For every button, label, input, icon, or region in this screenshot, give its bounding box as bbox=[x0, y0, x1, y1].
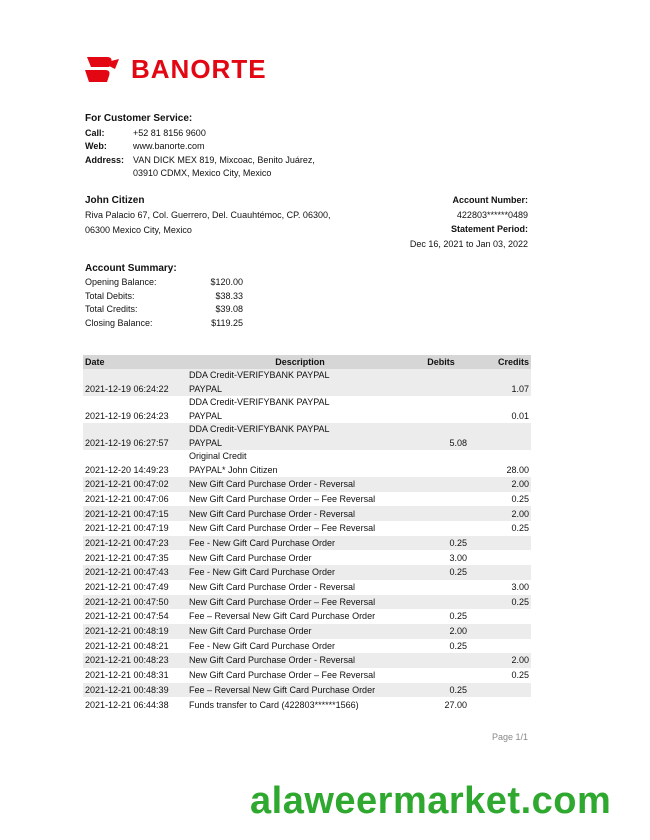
cell-credit: 0.25 bbox=[475, 595, 531, 610]
table-row bbox=[83, 369, 531, 396]
cell-description bbox=[187, 396, 413, 423]
header-debits: Debits bbox=[413, 355, 475, 369]
cell-date: 2021-12-20 14:49:23 bbox=[85, 464, 169, 475]
customer-name: John Citizen bbox=[85, 195, 145, 206]
cell-date: 2021-12-21 00:48:21 bbox=[85, 640, 169, 651]
cell-credit bbox=[475, 536, 531, 551]
cell-credit: 2.00 bbox=[475, 653, 531, 668]
cell-debit bbox=[413, 668, 475, 683]
table-row bbox=[83, 450, 531, 477]
web-label: Web: bbox=[85, 141, 107, 152]
cell-date: 2021-12-21 00:47:35 bbox=[85, 552, 169, 563]
description-line-1: DDA Credit-VERIFYBANK PAYPAL bbox=[189, 424, 330, 434]
cell-date: 2021-12-21 00:47:43 bbox=[83, 565, 187, 580]
cell-debit bbox=[413, 521, 475, 536]
cell-date: 2021-12-21 00:47:49 bbox=[85, 582, 169, 592]
table-row bbox=[83, 521, 531, 536]
cell-credit bbox=[475, 550, 531, 565]
cell-credit: 2.00 bbox=[475, 506, 531, 521]
summary-label: Total Credits: bbox=[85, 304, 138, 315]
cell-date: 2021-12-21 00:47:54 bbox=[85, 611, 169, 622]
cell-credit: 3.00 bbox=[511, 582, 529, 592]
description-line-1: New Gift Card Purchase Order - Reversal bbox=[189, 479, 356, 490]
summary-label: Total Debits: bbox=[85, 290, 135, 301]
cell-description bbox=[187, 595, 413, 610]
description-line-1: New Gift Card Purchase Order – Fee Reversal bbox=[189, 523, 376, 534]
cell-date: 2021-12-21 00:47:15 bbox=[83, 506, 187, 521]
cell-credit bbox=[475, 683, 531, 698]
cell-description bbox=[187, 639, 413, 654]
cell-description bbox=[187, 506, 413, 521]
table-row bbox=[83, 477, 531, 492]
cell-debit bbox=[413, 595, 475, 610]
cell-description bbox=[187, 492, 413, 507]
cell-description bbox=[187, 668, 413, 683]
cell-date: 2021-12-19 06:24:23 bbox=[85, 410, 169, 421]
table-row bbox=[83, 536, 531, 551]
cell-date: 2021-12-21 00:47:23 bbox=[83, 536, 187, 551]
call-value: +52 81 8156 9600 bbox=[133, 127, 206, 138]
cell-debit: 0.25 bbox=[449, 640, 467, 651]
cell-debit bbox=[413, 492, 475, 507]
table-row bbox=[83, 580, 531, 595]
transactions-table bbox=[83, 355, 531, 712]
cell-credit: 0.01 bbox=[511, 410, 529, 421]
cell-debit bbox=[413, 369, 475, 396]
table-row bbox=[83, 609, 531, 624]
table-row bbox=[83, 697, 531, 712]
cell-date: 2021-12-21 00:48:19 bbox=[83, 624, 187, 639]
customer-service-title: For Customer Service: bbox=[85, 113, 193, 124]
description-line-1: Funds transfer to Card (422803******1566) bbox=[189, 699, 359, 710]
table-header-row bbox=[83, 355, 531, 369]
account-number: 422803******0489 bbox=[456, 209, 528, 220]
table-row bbox=[83, 653, 531, 668]
cell-credit bbox=[475, 565, 531, 580]
cell-description bbox=[187, 423, 413, 450]
description-line-1: Fee – Reversal New Gift Card Purchase Order bbox=[189, 684, 376, 695]
header-date: Date bbox=[83, 355, 187, 369]
cell-debit: 3.00 bbox=[449, 552, 467, 563]
cell-debit bbox=[413, 450, 475, 477]
cell-date: 2021-12-21 00:48:23 bbox=[83, 653, 187, 668]
bank-name: BANORTE bbox=[131, 54, 267, 84]
table-row bbox=[83, 506, 531, 521]
cell-date: 2021-12-21 00:48:31 bbox=[85, 670, 169, 681]
description-line-2: PAYPAL bbox=[189, 383, 223, 394]
cell-description bbox=[187, 369, 413, 396]
bank-logo bbox=[83, 54, 267, 85]
cell-credit bbox=[475, 423, 531, 450]
header-credits: Credits bbox=[475, 355, 531, 369]
summary-value: $39.08 bbox=[215, 304, 243, 315]
table-row bbox=[83, 683, 531, 698]
cell-debit bbox=[413, 580, 475, 595]
cell-debit bbox=[413, 396, 475, 423]
table-row bbox=[83, 595, 531, 610]
watermark: alaweermarket.com bbox=[250, 780, 612, 822]
cell-credit: 1.07 bbox=[475, 369, 531, 396]
cell-credit: 2.00 bbox=[475, 477, 531, 492]
cell-credit bbox=[475, 697, 531, 712]
customer-address-line-2: 06300 Mexico City, Mexico bbox=[85, 225, 192, 235]
header-description: Description bbox=[187, 355, 413, 369]
cell-debit: 0.25 bbox=[413, 565, 475, 580]
cell-date: 2021-12-21 00:47:02 bbox=[83, 477, 187, 492]
table-row bbox=[83, 565, 531, 580]
summary-value: $120.00 bbox=[210, 276, 243, 287]
address-line-1: VAN DICK MEX 819, Mixcoac, Benito Juárez, bbox=[133, 154, 315, 165]
summary-value: $38.33 bbox=[215, 290, 243, 301]
table-row bbox=[83, 492, 531, 507]
cell-credit: 0.25 bbox=[511, 493, 529, 504]
description-line-2: PAYPAL* John Citizen bbox=[189, 464, 278, 475]
cell-description bbox=[187, 550, 413, 565]
address-line-2: 03910 CDMX, Mexico City, Mexico bbox=[133, 168, 272, 179]
cell-description bbox=[187, 450, 413, 477]
cell-credit bbox=[475, 639, 531, 654]
table-row bbox=[83, 423, 531, 450]
description-line-1: New Gift Card Purchase Order – Fee Reversal bbox=[189, 493, 376, 504]
summary-label: Opening Balance: bbox=[85, 276, 157, 287]
cell-date: 2021-12-19 06:27:57 bbox=[83, 423, 187, 450]
cell-credit: 0.25 bbox=[511, 523, 529, 534]
summary-title: Account Summary: bbox=[85, 263, 177, 274]
account-summary bbox=[85, 262, 243, 331]
description-line-2: PAYPAL bbox=[189, 410, 223, 421]
summary-value: $119.25 bbox=[211, 318, 243, 329]
cell-debit: 0.25 bbox=[413, 536, 475, 551]
cell-debit bbox=[413, 506, 475, 521]
cell-description bbox=[187, 683, 413, 698]
cell-date: 2021-12-21 00:47:19 bbox=[85, 523, 169, 534]
cell-credit bbox=[475, 624, 531, 639]
account-number-label: Account Number: bbox=[452, 195, 528, 205]
table-row bbox=[83, 668, 531, 683]
cell-debit: 0.25 bbox=[413, 683, 475, 698]
account-block bbox=[410, 193, 528, 251]
description-line-1: New Gift Card Purchase Order – Fee Reversal bbox=[189, 596, 376, 607]
cell-description bbox=[187, 624, 413, 639]
description-line-1: Fee - New Gift Card Purchase Order bbox=[189, 537, 336, 548]
cell-debit: 5.08 bbox=[413, 423, 475, 450]
cell-description bbox=[187, 521, 413, 536]
description-line-1: New Gift Card Purchase Order - Reversal bbox=[189, 582, 356, 592]
description-line-2: PAYPAL bbox=[189, 437, 223, 448]
cell-description bbox=[187, 653, 413, 668]
description-line-1: New Gift Card Purchase Order - Reversal bbox=[189, 655, 356, 666]
page-number: Page 1/1 bbox=[491, 732, 528, 742]
customer-address-line-1: Riva Palacio 67, Col. Guerrero, Del. Cuauhtémoc, CP. 06300, bbox=[85, 210, 331, 220]
cell-description bbox=[187, 536, 413, 551]
cell-debit: 27.00 bbox=[444, 699, 467, 710]
cell-description bbox=[187, 477, 413, 492]
statement-period-label: Statement Period: bbox=[450, 224, 528, 234]
description-line-1: Fee - New Gift Card Purchase Order bbox=[189, 640, 336, 651]
call-label: Call: bbox=[85, 127, 105, 138]
description-line-1: DDA Credit-VERIFYBANK PAYPAL bbox=[189, 370, 330, 380]
cell-description bbox=[187, 580, 413, 595]
description-line-1: New Gift Card Purchase Order bbox=[189, 626, 312, 637]
cell-description bbox=[187, 697, 413, 712]
cell-description bbox=[187, 565, 413, 580]
cell-description bbox=[187, 609, 413, 624]
table-row bbox=[83, 396, 531, 423]
cell-debit bbox=[413, 653, 475, 668]
banorte-logo-icon bbox=[83, 55, 123, 85]
cell-date: 2021-12-21 00:47:50 bbox=[83, 595, 187, 610]
customer-service-block bbox=[85, 112, 315, 181]
description-line-1: New Gift Card Purchase Order – Fee Reversal bbox=[189, 670, 376, 681]
table-row bbox=[83, 639, 531, 654]
description-line-1: Fee - New Gift Card Purchase Order bbox=[189, 567, 336, 578]
cell-credit: 0.25 bbox=[511, 670, 529, 681]
description-line-1: New Gift Card Purchase Order - Reversal bbox=[189, 508, 356, 519]
web-value: www.banorte.com bbox=[133, 141, 205, 152]
cell-date: 2021-12-19 06:24:22 bbox=[83, 369, 187, 396]
description-line-1: New Gift Card Purchase Order bbox=[189, 552, 312, 563]
description-line-1: Original Credit bbox=[189, 451, 247, 461]
table-row bbox=[83, 550, 531, 565]
cell-date: 2021-12-21 00:47:06 bbox=[85, 493, 169, 504]
cell-debit: 0.25 bbox=[449, 611, 467, 622]
summary-label: Closing Balance: bbox=[85, 318, 153, 329]
cell-credit: 28.00 bbox=[506, 464, 529, 475]
cell-debit: 2.00 bbox=[413, 624, 475, 639]
table-row bbox=[83, 624, 531, 639]
address-label: Address: bbox=[85, 154, 125, 165]
statement-period: Dec 16, 2021 to Jan 03, 2022 bbox=[409, 238, 528, 249]
cell-date: 2021-12-21 00:48:39 bbox=[83, 683, 187, 698]
customer-block bbox=[85, 193, 330, 238]
description-line-1: DDA Credit-VERIFYBANK PAYPAL bbox=[189, 397, 330, 407]
cell-credit bbox=[475, 609, 531, 624]
cell-date: 2021-12-21 06:44:38 bbox=[85, 699, 169, 710]
description-line-1: Fee – Reversal New Gift Card Purchase Order bbox=[189, 611, 376, 622]
cell-debit bbox=[413, 477, 475, 492]
